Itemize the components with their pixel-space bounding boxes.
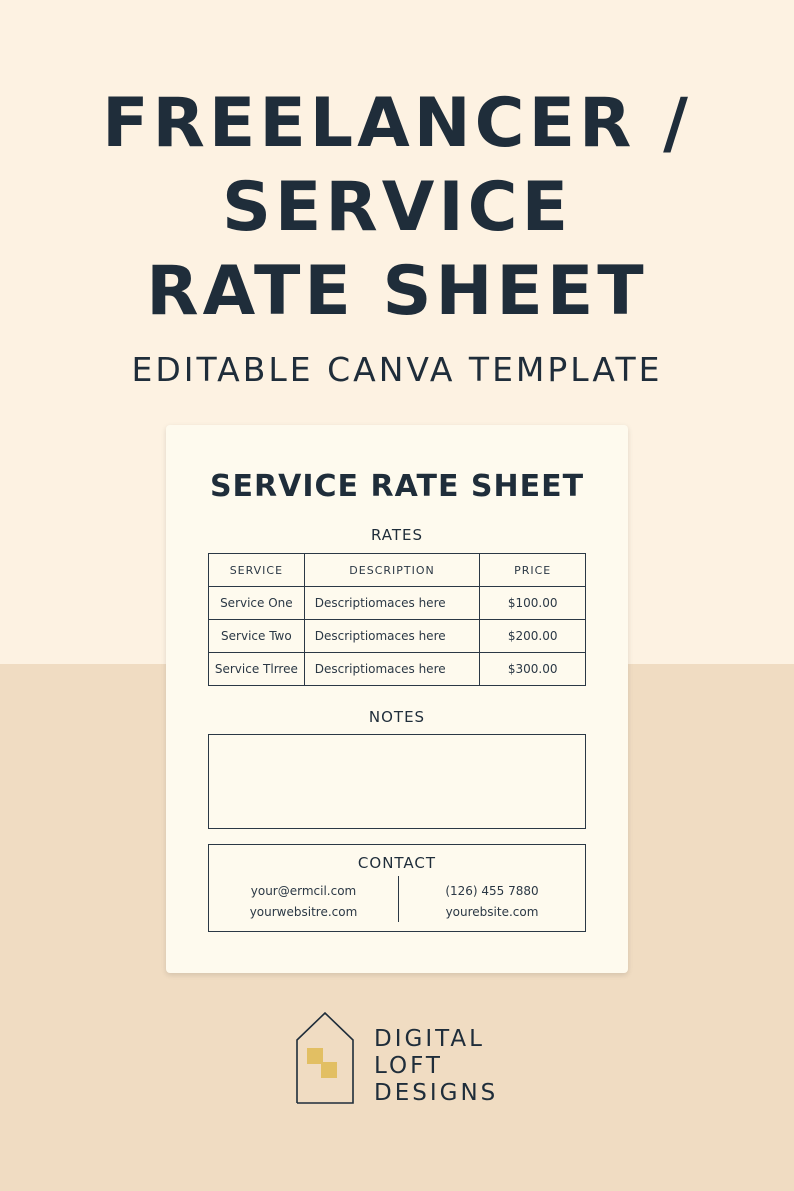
headline xyxy=(0,82,794,334)
notes-label: NOTES xyxy=(368,708,426,726)
logo-line-2: LOFT xyxy=(374,1053,443,1079)
headline-line-3: RATE SHEET xyxy=(146,252,648,331)
contact-title: CONTACT xyxy=(357,854,437,872)
service-cell: Service Two xyxy=(209,620,305,653)
service-cell: Service Tlrree xyxy=(209,653,305,686)
contact-left-column xyxy=(209,881,398,923)
rates-table xyxy=(208,553,586,686)
house-icon xyxy=(296,1012,356,1104)
column-header-service: SERVICE xyxy=(209,554,305,587)
card-title: SERVICE RATE SHEET xyxy=(209,469,585,504)
contact-website-alt: yourebsite.com xyxy=(445,905,539,919)
headline-line-2: SERVICE xyxy=(221,168,573,247)
logo-text xyxy=(374,1026,498,1107)
logo-line-3: DESIGNS xyxy=(374,1080,499,1106)
column-header-description: DESCRIPTION xyxy=(304,554,480,587)
contact-phone: (126) 455 7880 xyxy=(445,884,539,898)
column-header-price: PRICE xyxy=(480,554,586,587)
rates-label: RATES xyxy=(370,526,424,544)
price-cell: $300.00 xyxy=(480,653,586,686)
price-cell: $100.00 xyxy=(480,587,586,620)
service-cell: Service One xyxy=(209,587,305,620)
contact-box xyxy=(208,844,586,932)
description-cell: Descriptiomaces here xyxy=(304,620,480,653)
subheadline: EDITABLE CANVA TEMPLATE xyxy=(131,350,663,389)
contact-email: your@ermcil.com xyxy=(250,884,357,898)
table-row xyxy=(209,620,586,653)
contact-website: yourwebsitre.com xyxy=(249,905,358,919)
notes-box xyxy=(208,734,586,829)
description-cell: Descriptiomaces here xyxy=(304,653,480,686)
table-row xyxy=(209,587,586,620)
contact-right-column xyxy=(399,881,585,923)
table-row xyxy=(209,653,586,686)
logo-line-1: DIGITAL xyxy=(374,1026,485,1052)
description-cell: Descriptiomaces here xyxy=(304,587,480,620)
price-cell: $200.00 xyxy=(480,620,586,653)
table-header-row xyxy=(209,554,586,587)
brand-logo xyxy=(296,1012,506,1104)
headline-line-1: FREELANCER / xyxy=(102,84,692,163)
rate-sheet-card xyxy=(166,425,628,973)
